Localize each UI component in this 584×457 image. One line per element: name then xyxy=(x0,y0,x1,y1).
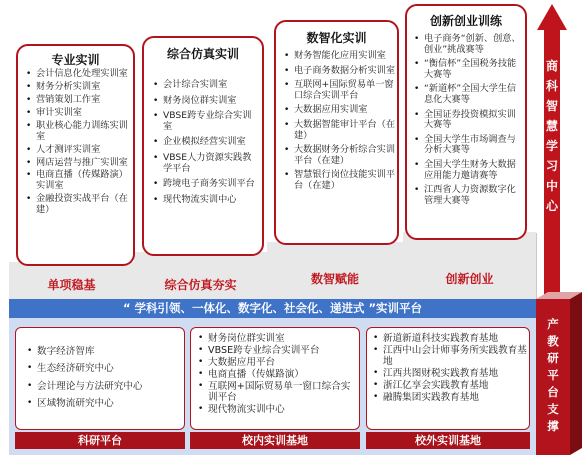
list-item: • 全国证券投资模拟实训大赛等 xyxy=(413,110,525,131)
list-item: • 大数据财务分析综合实训平台（在建） xyxy=(283,145,396,166)
step-label-2: 综合仿真夯实 xyxy=(164,278,237,292)
list-item: • 财务岗位群实训室 xyxy=(197,333,358,344)
list-professional xyxy=(25,69,133,218)
list-item: • “衡信杯”全国税务技能大赛等 xyxy=(413,59,525,80)
list-digital xyxy=(283,51,396,196)
smart-learning-center-label: 商科智慧学习中心 xyxy=(545,59,558,213)
list-item: • 电子商务“创新、创意、创业”挑战赛等 xyxy=(413,34,525,55)
list-item: • 数字经济智库 xyxy=(26,346,182,357)
list-item: • 新道新道科技实践教育基地 xyxy=(372,333,528,344)
research-platform-label: 科研平台 xyxy=(78,434,122,447)
list-item: • 全国大学生市场调查与分析大赛等 xyxy=(413,135,525,156)
offcampus-base-list xyxy=(372,333,528,404)
list-item: • 全国大学生财务大数据应用能力邀请赛等 xyxy=(413,160,525,181)
card-simulation-training xyxy=(142,36,264,256)
list-item: • 财务智能化应用实训室 xyxy=(283,51,396,62)
list-item: • 现代物流实训中心 xyxy=(152,195,260,206)
step-label-3: 数智赋能 xyxy=(310,272,359,286)
list-item: • 审计实训室 xyxy=(25,108,133,119)
offcampus-base-card xyxy=(366,327,530,430)
list-item: • 会计综合实训室 xyxy=(152,80,260,91)
list-item: • 江西省人力资源数字化管理大赛等 xyxy=(413,185,525,206)
list-item: • 会计信息化处理实训室 xyxy=(25,69,133,80)
step-block-4 xyxy=(403,232,536,300)
oncampus-base-label: 校内实训基地 xyxy=(242,434,308,447)
list-item: • 财务岗位群实训室 xyxy=(152,96,260,107)
list-item: • 互联网+国际贸易单一窗口综合实训平台 xyxy=(283,80,396,101)
list-item: • 江西中山会计师事务所实践教育基地 xyxy=(372,345,528,368)
list-item: • 融腾集团实践教育基地 xyxy=(372,392,528,403)
step-label-1: 单项稳基 xyxy=(47,278,96,292)
list-item: • 电商直播（传媒路演）实训室 xyxy=(25,170,133,191)
card-title-professional: 专业实训 xyxy=(51,53,100,67)
card-professional-training xyxy=(16,44,135,266)
list-item: • 大数据智能审计平台（在建） xyxy=(283,120,396,141)
list-item: • 智慧银行岗位技能实训平台（在建） xyxy=(283,170,396,191)
card-title-innovation: 创新创业训练 xyxy=(429,14,502,28)
list-innovation xyxy=(413,34,525,210)
step-label-4: 创新创业 xyxy=(445,272,494,286)
research-platform-card xyxy=(15,327,185,430)
list-item: • 人才测评实训室 xyxy=(25,145,133,156)
offcampus-base-label: 校外实训基地 xyxy=(415,434,481,447)
list-simulation xyxy=(152,80,260,210)
oncampus-base-card xyxy=(190,327,360,430)
list-item: • 营销策划工作室 xyxy=(25,95,133,106)
list-item: • “新道杯”全国大学生信息化大赛等 xyxy=(413,84,525,105)
list-item: • 互联网+国际贸易单一窗口综合实训平台 xyxy=(197,381,358,404)
list-item: • 大数据应用平台 xyxy=(197,357,358,368)
list-item: • 电子商务数据分析实训室 xyxy=(283,66,396,77)
list-item: • 跨境电子商务实训平台 xyxy=(152,179,260,190)
list-item: • VBSE人力资源实践教学平台 xyxy=(152,153,260,174)
card-innovation-training xyxy=(405,4,527,240)
platform-banner: “ 学科引领、一体化、数字化、社会化、递进式 ”实训平台 xyxy=(9,299,536,318)
card-title-simulation: 综合仿真实训 xyxy=(166,47,239,61)
list-item: • VBSE跨专业综合实训平台 xyxy=(197,345,358,356)
list-item: • 企业模拟经营实训室 xyxy=(152,137,260,148)
list-item: • 区域物流研究中心 xyxy=(26,398,182,409)
list-item: • 电商直播（传媒路演） xyxy=(197,369,358,380)
list-item: • 金融投资实战平台（在建） xyxy=(25,194,133,215)
list-item: • 浙江亿享会实践教育基地 xyxy=(372,380,528,391)
list-item: • VBSE跨专业综合实训室 xyxy=(152,111,260,132)
list-item: • 大数据应用实训室 xyxy=(283,105,396,116)
card-title-digital: 数智化实训 xyxy=(306,31,367,45)
list-item: • 财务分析实训室 xyxy=(25,82,133,93)
research-platform-list xyxy=(26,346,182,416)
list-item: • 生态经济研究中心 xyxy=(26,363,182,374)
list-item: • 现代物流实训中心 xyxy=(197,404,358,415)
industry-research-support-label: 产教研平台支撑 xyxy=(547,317,559,433)
card-digital-training xyxy=(274,20,399,245)
list-item: • 江西共图财税实践教育基地 xyxy=(372,368,528,379)
oncampus-base-list xyxy=(197,333,358,416)
list-item: • 网店运营与推广实训室 xyxy=(25,158,133,169)
list-item: • 会计理论与方法研究中心 xyxy=(26,381,182,392)
list-item: • 职业核心能力训练实训室 xyxy=(25,121,133,142)
